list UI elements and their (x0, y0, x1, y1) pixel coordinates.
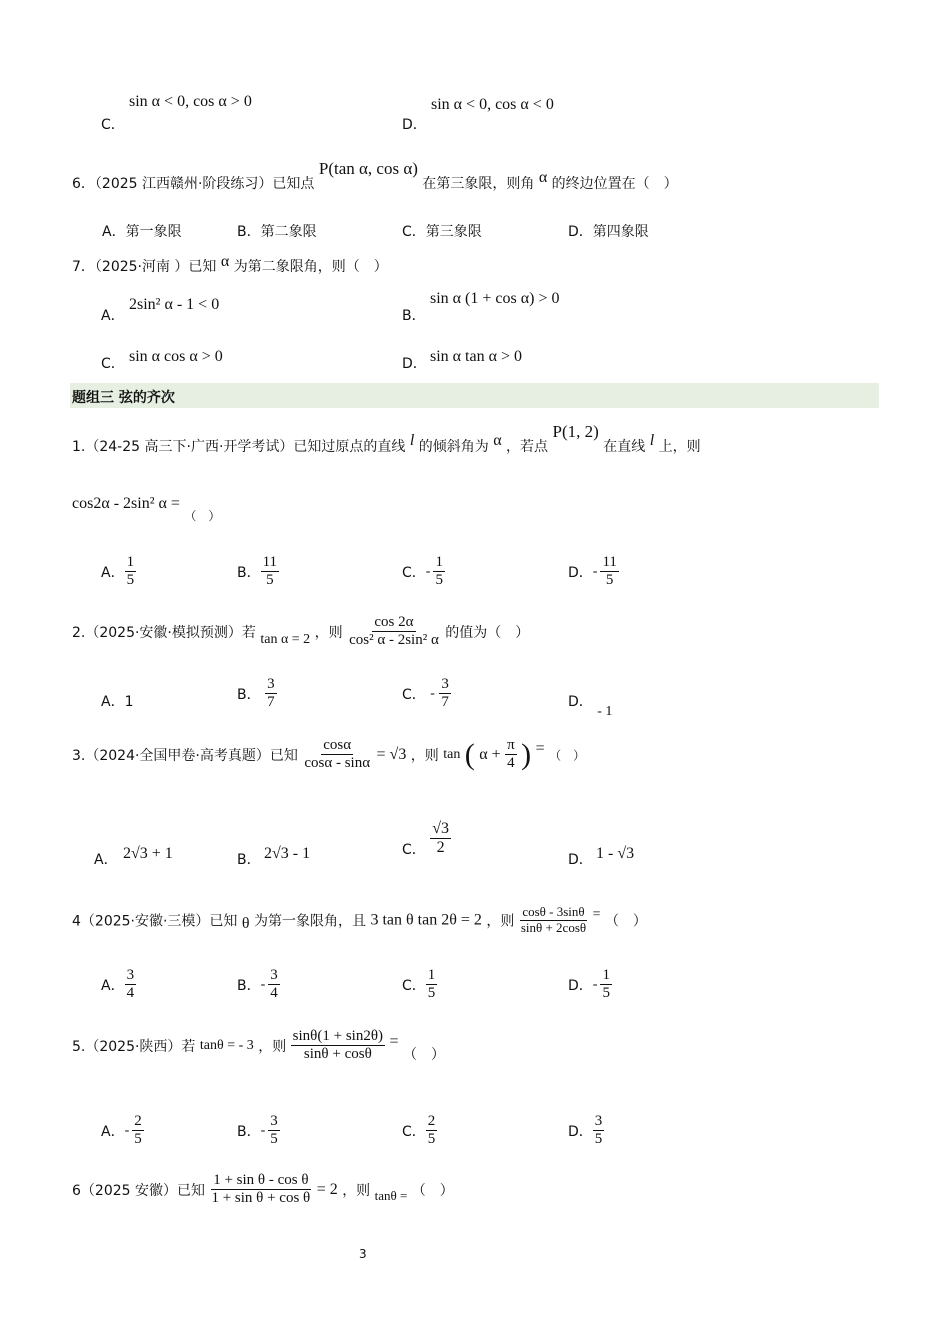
p3-option-a-math: 2√3 + 1 (123, 845, 173, 862)
p5-option-c: C． $\frac{2}{5}$ (402, 1113, 436, 1148)
q6-option-a: A．第一象限 (102, 224, 182, 240)
p2-fraction: $\frac{\cos 2\alpha}{\text{cos² α - 2sin² α}}$ (349, 614, 439, 649)
p4-option-b: B．- $\frac{3}{4}$ (237, 967, 278, 1002)
q7-option-d-math: sin α tan α > 0 (430, 348, 523, 365)
p2-option-d: D． - 1 (568, 694, 613, 719)
p4-option-d: D．- $\frac{1}{5}$ (568, 967, 610, 1002)
p3-option-a-label: A． (94, 852, 118, 868)
q7-stem: 7．（2025·河南 ）已知 α 为第二象限角，则（ ） (72, 253, 388, 275)
p3-option-d-math: 1 - √3 (596, 845, 635, 862)
page-number: 3 (359, 1247, 367, 1261)
p5-option-b: B．- $\frac{3}{5}$ (237, 1113, 278, 1148)
section-header (70, 383, 879, 408)
p1-stem: 1.（24-25 高三下·广西·开学考试）已知过原点的直线 l 的倾斜角为 α ，若点 P(1, 2) 在直线 l 上，则 (72, 422, 701, 455)
top-option-d-math: sin α < 0, cos α < 0 (431, 96, 554, 113)
q7-option-d-label: D． (402, 356, 427, 372)
q6-option-c: C．第三象限 (402, 224, 482, 240)
p2-option-b: B． $\frac{3}{7}$ (237, 676, 275, 711)
p1-option-c: C．- $\frac{1}{5}$ (402, 554, 443, 589)
p4-option-c: C． $\frac{1}{5}$ (402, 967, 436, 1002)
p1-option-a: A． $\frac{1}{5}$ (101, 554, 135, 589)
p3-stem: 3.（2024·全国甲卷·高考真题）已知 $\frac{\cos\alpha}{\cos\alpha - \sin\alpha}$ = √3 ，则 tan ( α + $\frac{\pi}{4}$ ) = （ ） (72, 737, 586, 772)
p2-option-c: C． - $\frac{3}{7}$ (402, 676, 449, 711)
section-title: 题组三 弦的齐次 (72, 390, 175, 406)
q7-option-b-math: sin α (1 + cos α) > 0 (430, 290, 560, 307)
p5-option-a: A．- $\frac{2}{5}$ (101, 1113, 142, 1148)
p2-option-a: A．1 (101, 694, 134, 710)
q7-option-a-math: 2sin² α - 1 < 0 (129, 296, 220, 313)
top-option-c-label: C． (101, 117, 125, 133)
p1-option-b: B． $\frac{11}{5}$ (237, 554, 278, 589)
p3-option-b-label: B． (237, 852, 261, 868)
q7-option-c-label: C． (101, 356, 125, 372)
q6-option-d: D．第四象限 (568, 224, 649, 240)
p1-option-d: D．- $\frac{11}{5}$ (568, 554, 617, 589)
q7-option-c-math: sin α cos α > 0 (129, 348, 223, 365)
p4-stem: 4（2025·安徽·三模）已知 θ 为第一象限角，且 3 tan θ tan 2θ = 2 ，则 $\frac{\cos\theta - 3\sin\theta}{\sin\theta + 2\cos\theta}$ = （ ） (72, 904, 647, 935)
q7-option-a-label: A． (101, 308, 125, 324)
p1-expression: cos2α - 2sin² α = （ ） (72, 495, 221, 523)
p5-stem: 5.（2025·陕西）若 tanθ = - 3 ，则 $\frac{\sin\theta(1 + \sin 2\theta)}{\sin\theta + \cos\theta}$ = （ ） (72, 1028, 445, 1063)
p5-option-d: D． $\frac{3}{5}$ (568, 1113, 603, 1148)
q6-option-b: B．第二象限 (237, 224, 317, 240)
p4-option-a: A． $\frac{3}{4}$ (101, 967, 135, 1002)
q7-option-b-label: B． (402, 308, 426, 324)
p3-option-c: C． $\frac{√3}{2}$ (402, 820, 450, 858)
p2-stem: 2.（2025·安徽·模拟预测）若 tan α = 2 ，则 $\frac{\cos 2\alpha}{\text{cos² α - 2sin² α}}$ 的值为（ ） (72, 614, 530, 649)
top-option-c-math: sin α < 0, cos α > 0 (129, 93, 252, 110)
p6-stem: 6（2025 安徽）已知 $\frac{\text{1 + sin θ - cos θ}}{\text{1 + sin θ + cos θ}}$ = 2 ，则 tanθ = （ ） (72, 1172, 454, 1207)
q6-stem: 6．（2025 江西赣州·阶段练习）已知点 P(tan α, cos α) 在第三象限，则角 α 的终边位置在（ ） (72, 159, 678, 192)
top-option-d-label: D． (402, 117, 427, 133)
p3-option-b-math: 2√3 - 1 (264, 845, 311, 862)
p3-option-d-label: D． (568, 852, 593, 868)
